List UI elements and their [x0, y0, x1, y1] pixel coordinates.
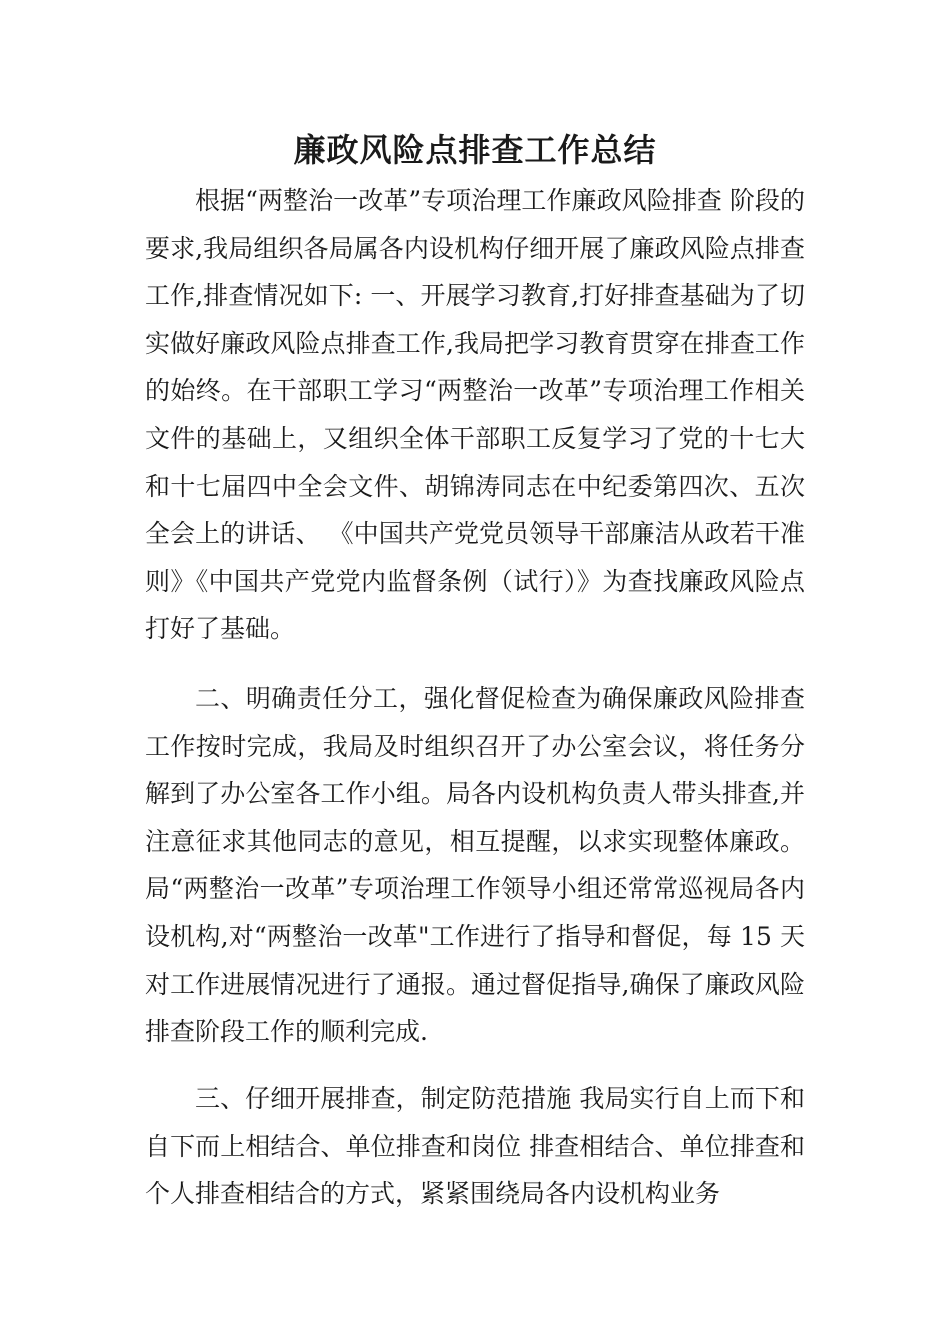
paragraph-investigation: 三、仔细开展排查，制定防范措施 我局实行自上而下和自下而上相结合、单位排查和岗位 排查相结合、单位排查和个人排查相结合的方式，紧紧围绕局各内设机构业务: [145, 1084, 805, 1209]
paragraph-intro-and-study: 根据“两整治一改革”专项治理工作廉政风险排查 阶段的要求,我局组织各局属各内设机构仔细开展了廉政风险点排查工作,排查情况如下: 一、开展学习教育,打好排查基础为了切实做好廉政风险点排查工作,我局把学习教育贯穿在排查工作的始终。在干部职工学习“两整治一改革”专项治理工作相关文件的基础上，又组织全体干部职工反复学习了党的十七大和十七届四中全会文件、胡锦涛同志在中纪委第四次、五次全会上的讲话、 《中国共产党党员领导干部廉洁从政若干准则》《中国共产党党内监督条例（试行）》为查找廉政风险点打好了基础。: [145, 186, 805, 644]
document-title: 廉政风险点排查工作总结: [293, 131, 657, 169]
paragraph-responsibility: 二、明确责任分工，强化督促检查为确保廉政风险排查工作按时完成，我局及时组织召开了办公室会议，将任务分解到了办公室各工作小组。局各内设机构负责人带头排查,并注意征求其他同志的意见，相互提醒，以求实现整体廉政。局“两整治一改革”专项治理工作领导小组还常常巡视局各内设机构,对“两整治一改革"工作进行了指导和督促，每 15 天对工作进展情况进行了通报。通过督促指导,确保了廉政风险排查阶段工作的顺利完成.: [145, 684, 805, 1047]
